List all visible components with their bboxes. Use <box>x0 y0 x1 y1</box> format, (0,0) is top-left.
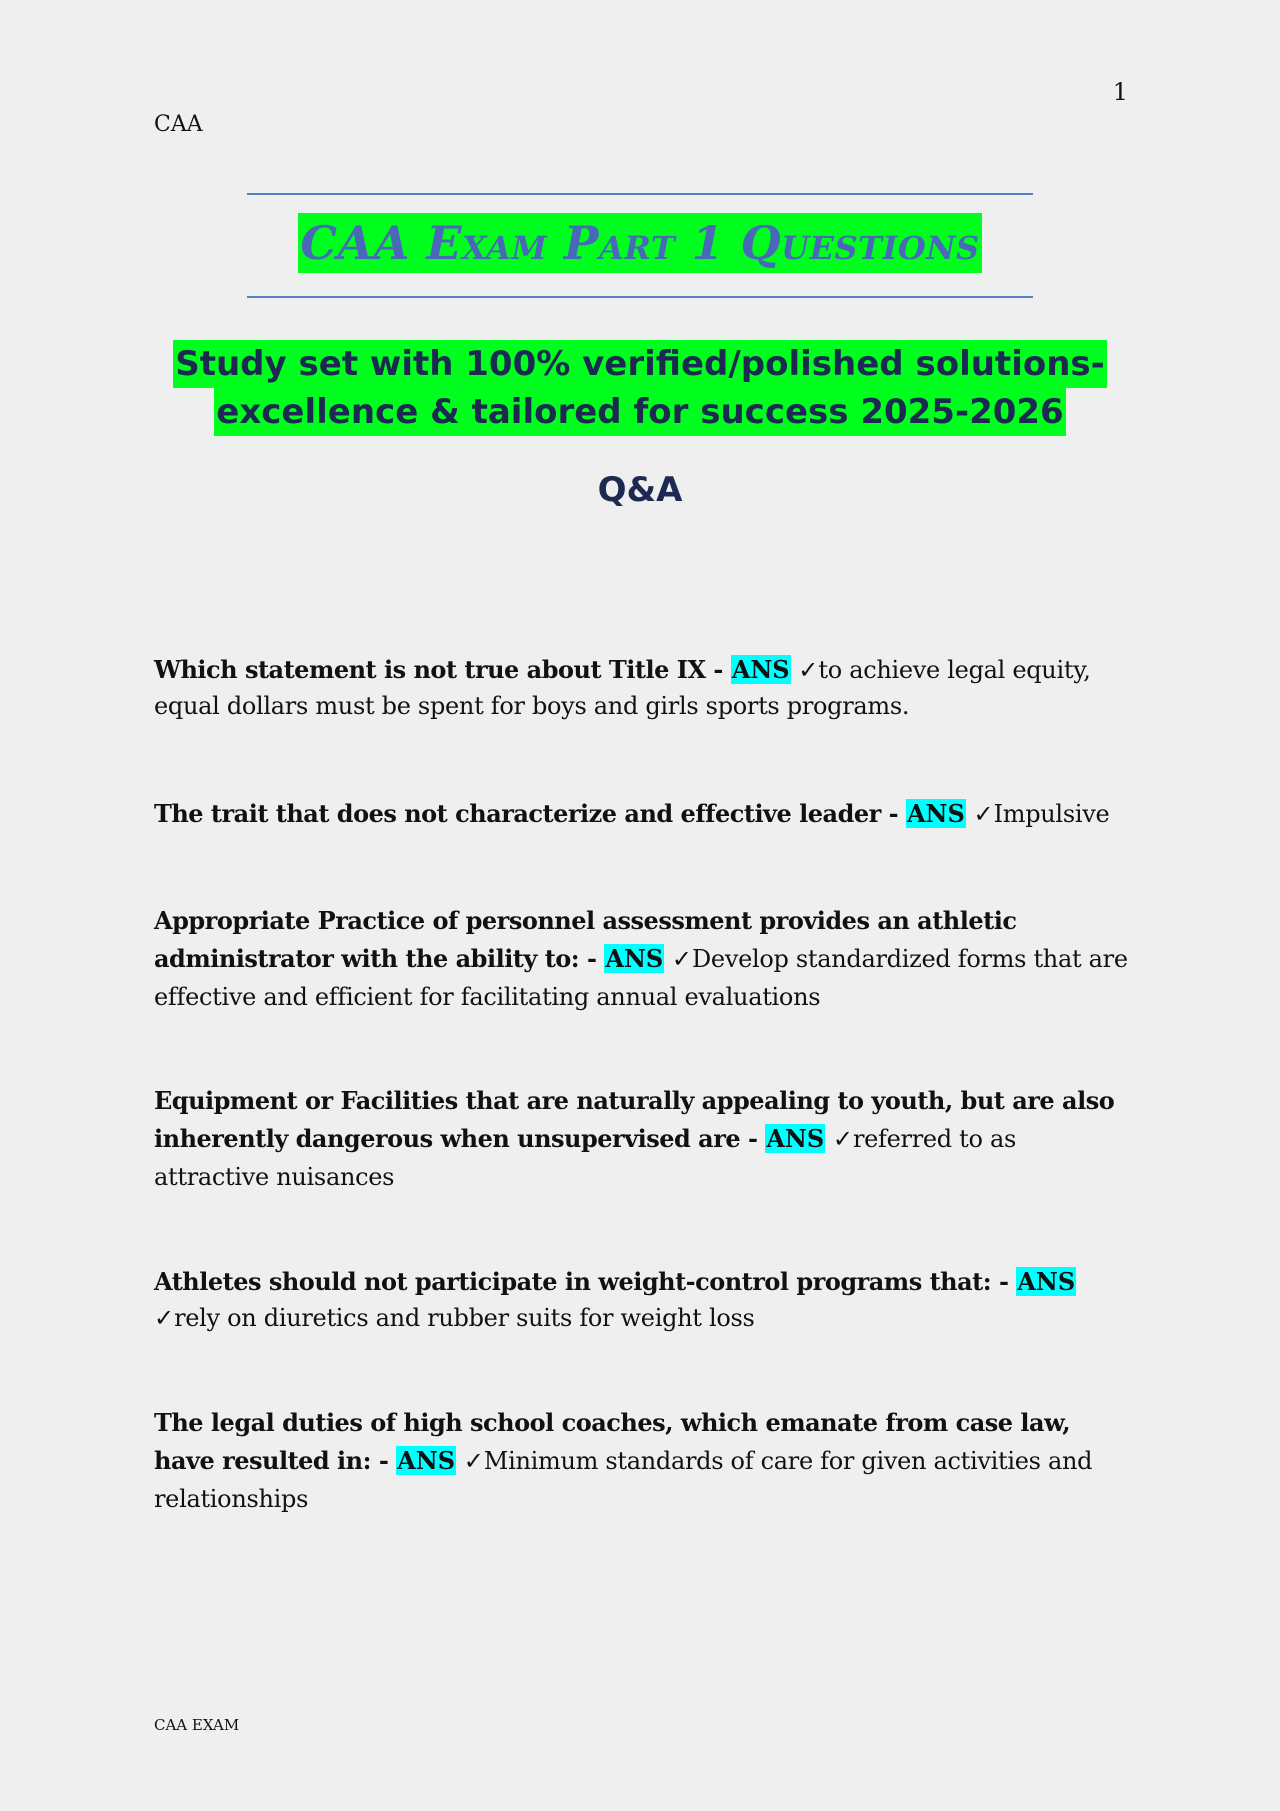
ans-badge: ANS <box>731 655 790 684</box>
checkmark-icon: ✓ <box>671 945 692 973</box>
qa-item-5 <box>154 1264 1134 1336</box>
ans-badge: ANS <box>397 1446 456 1475</box>
page-footer: CAA EXAM <box>154 1716 240 1734</box>
checkmark-icon: ✓ <box>832 1125 853 1153</box>
answer-text: Minimum standards of care for given activities and relationships <box>154 1447 1093 1513</box>
subtitle-line-2: excellence & tailored for success 2025-2026 <box>214 388 1065 436</box>
checkmark-icon: ✓ <box>798 656 819 684</box>
qa-item-2 <box>154 796 1109 832</box>
document-title: CAA Exam Part 1 Questions <box>298 213 981 273</box>
qa-item-3 <box>154 902 1134 1016</box>
qa-item-1 <box>154 652 1134 724</box>
question-text: Equipment or Facilities that are naturally appealing to youth, but are also inherently dangerous when unsupervised are - <box>154 1086 1115 1153</box>
answer-text: to achieve legal equity, equal dollars must be spent for boys and girls sports programs. <box>154 656 1091 720</box>
question-text: The trait that does not characterize and effective leader - <box>154 799 906 828</box>
title-rule-top <box>247 193 1033 195</box>
header-left-text: CAA <box>154 112 203 137</box>
page-number: 1 <box>1112 78 1128 106</box>
question-text: The legal duties of high school coaches, which emanate from case law, have resulted in: - <box>154 1408 1071 1475</box>
question-text: Appropriate Practice of personnel assessment provides an athletic administrator with the ability to: - <box>154 906 1017 973</box>
answer-text: Impulsive <box>993 800 1110 828</box>
subtitle-container <box>0 340 1280 436</box>
qa-item-6 <box>154 1404 1134 1518</box>
ans-badge: ANS <box>906 799 965 828</box>
checkmark-icon: ✓ <box>973 800 994 828</box>
checkmark-icon: ✓ <box>154 1304 175 1332</box>
answer-text: rely on diuretics and rubber suits for weight loss <box>174 1304 755 1332</box>
answer-text: Develop standardized forms that are effective and efficient for facilitating annual evaluations <box>154 945 1128 1011</box>
ans-badge: ANS <box>1017 1267 1076 1296</box>
qa-heading: Q&A <box>597 470 683 510</box>
title-container <box>0 213 1280 273</box>
question-text: Athletes should not participate in weight-control programs that: - <box>154 1267 1017 1296</box>
question-text: Which statement is not true about Title IX - <box>154 655 731 684</box>
title-rule-bottom <box>247 296 1033 298</box>
qa-heading-container <box>0 470 1280 510</box>
answer-text: referred to as attractive nuisances <box>154 1125 1017 1191</box>
qa-item-4 <box>154 1082 1134 1196</box>
checkmark-icon: ✓ <box>463 1447 484 1475</box>
subtitle-line-1: Study set with 100% verified/polished solutions- <box>173 340 1107 388</box>
ans-badge: ANS <box>766 1124 825 1153</box>
ans-badge: ANS <box>605 944 664 973</box>
